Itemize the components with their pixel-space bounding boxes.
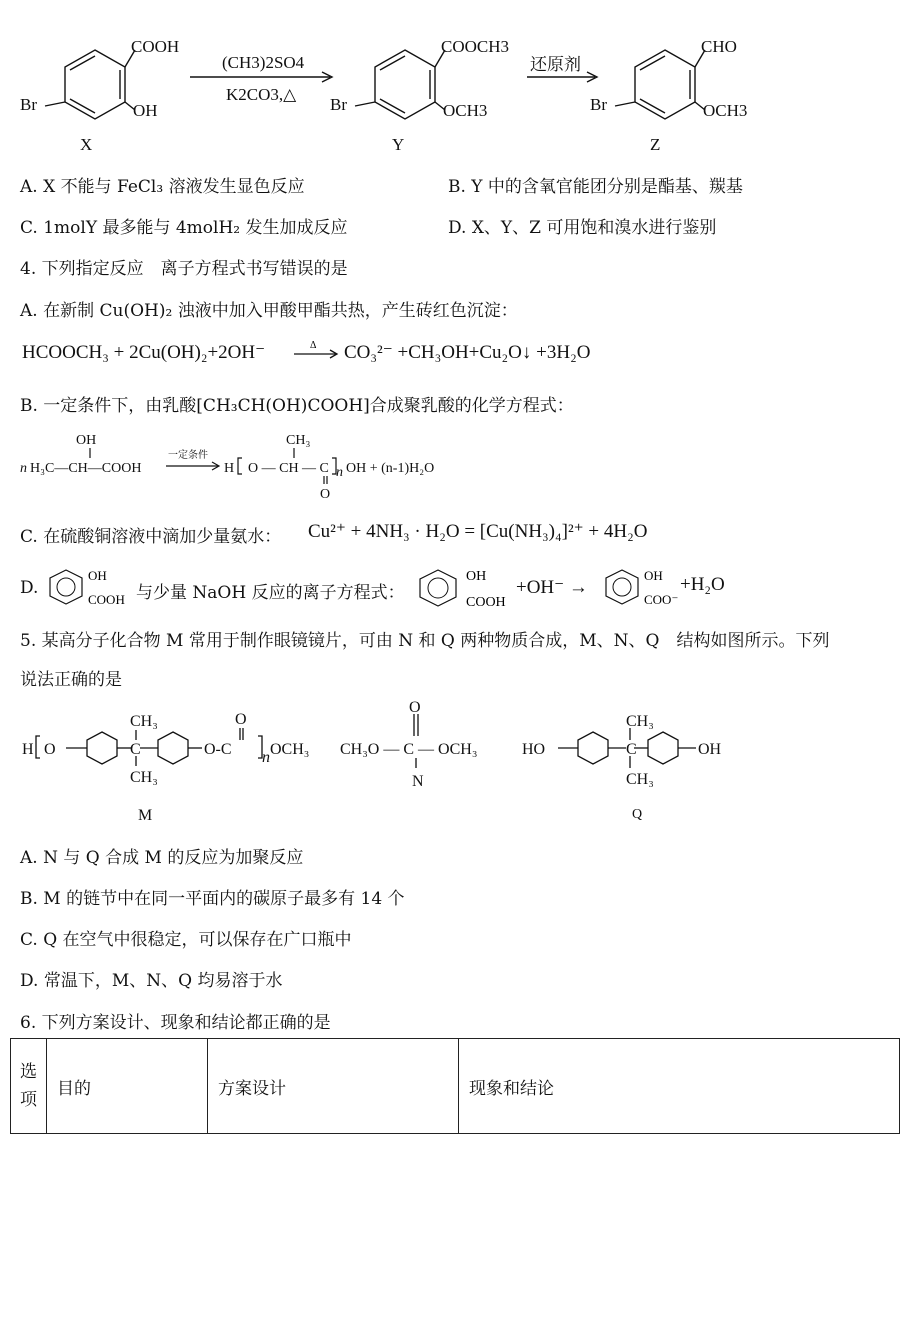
q4-b-equation [20, 428, 480, 504]
reaction-scheme [0, 20, 900, 160]
svg-text:CH₃: CH₃ [130, 769, 158, 786]
q4-d-tail: +H₂O [680, 574, 725, 595]
q4-a-arrow [292, 338, 340, 364]
q3-option-d: D. X、Y、Z 可用饱和溴水进行鉴别 [448, 218, 717, 238]
z-label: Z [650, 135, 661, 154]
q6-table [10, 1038, 900, 1134]
svg-text:H₃C—CH—COOH: H₃C—CH—COOH [30, 461, 142, 476]
svg-text:O — CH — C: O — CH — C [248, 461, 329, 476]
svg-text:OH: OH [88, 568, 107, 583]
col-result: 现象和结论 [459, 1039, 900, 1134]
q3-option-a: A. X 不能与 FeCl₃ 溶液发生显色反应 [20, 177, 305, 197]
x-oh: OH [133, 101, 158, 120]
q4-c-equation: Cu²⁺ + 4NH₃ · H₂O = [Cu(NH₃)₄]²⁺ + 4H₂O [308, 521, 648, 542]
svg-text:OH: OH [698, 741, 722, 758]
svg-text:OH: OH [466, 569, 487, 584]
n-label: N [412, 773, 424, 790]
q5-option-b: B. M 的链节中在同一平面内的碳原子最多有 14 个 [20, 889, 405, 909]
q5-stem-2: 说法正确的是 [20, 670, 122, 690]
q5-option-c: C. Q 在空气中很稳定，可以保存在广口瓶中 [20, 930, 352, 950]
table-header-row [11, 1039, 900, 1134]
q-label: Q [632, 807, 643, 822]
svg-text:C: C [130, 741, 141, 758]
q4-c-text: C. 在硫酸铜溶液中滴加少量氨水： [20, 527, 282, 547]
svg-text:H: H [224, 461, 235, 476]
svg-text:H: H [22, 741, 34, 758]
x-cooh: COOH [131, 37, 180, 56]
q4-b-text: B. 一定条件下，由乳酸[CH₃CH(OH)COOH]合成聚乳酸的化学方程式： [20, 396, 574, 416]
svg-text:OH: OH [76, 433, 97, 448]
y-och3: OCH3 [443, 101, 488, 120]
svg-text:O: O [409, 700, 421, 716]
svg-text:OH: OH [644, 568, 663, 583]
arrow1-reagent: (CH3)2SO4 [222, 53, 305, 72]
svg-text:C: C [626, 741, 637, 758]
col-design: 方案设计 [208, 1039, 459, 1134]
y-cooch3: COOCH3 [441, 37, 510, 56]
q5-structures [0, 700, 900, 830]
col-option [11, 1039, 47, 1134]
svg-text:O: O [235, 711, 247, 728]
q6-stem: 6. 下列方案设计、现象和结论都正确的是 [20, 1013, 331, 1033]
z-br: Br [590, 95, 607, 114]
svg-text:COOH: COOH [88, 592, 125, 607]
salicylic-acid-structure-2 [412, 566, 522, 610]
q3-option-b: B. Y 中的含氧官能团分别是酯基、羰基 [448, 177, 743, 197]
q4-stem: 4. 下列指定反应 离子方程式书写错误的是 [20, 259, 348, 279]
arrow1-condition: K2CO3,△ [226, 85, 297, 104]
svg-text:OCH₃: OCH₃ [270, 741, 310, 758]
svg-text:CH₃: CH₃ [286, 433, 311, 448]
q5-option-a: A. N 与 Q 合成 M 的反应为加聚反应 [20, 848, 304, 868]
m-label: M [138, 807, 153, 824]
x-label: X [80, 135, 93, 154]
svg-text:COO⁻: COO⁻ [644, 592, 679, 607]
svg-text:O: O [320, 487, 331, 502]
svg-text:CH₃: CH₃ [626, 713, 654, 730]
svg-text:CH₃: CH₃ [130, 713, 158, 730]
z-cho: CHO [701, 37, 737, 56]
arrow2-reagent: 还原剂 [530, 55, 581, 74]
salicylic-acid-structure [44, 566, 136, 610]
svg-text:O: O [44, 741, 56, 758]
q4-d-plus: +OH⁻ → [516, 577, 588, 598]
q4-d-prefix: D. [20, 578, 39, 598]
svg-text:n: n [262, 749, 270, 766]
z-och3: OCH3 [703, 101, 748, 120]
svg-text:COOH: COOH [466, 595, 506, 610]
svg-text:CH₃O — C — OCH₃: CH₃O — C — OCH₃ [340, 741, 478, 758]
q5-stem-1: 5. 某高分子化合物 M 常用于制作眼镜镜片，可由 N 和 Q 两种物质合成，M、N、Q 结构如图所示。下列 [20, 631, 830, 651]
q4-b-condition: 一定条件 [168, 450, 208, 461]
q4-a-lhs: HCOOCH₃ + 2Cu(OH)₂+2OH⁻ [22, 342, 266, 363]
svg-text:OH + (n-1)H₂O: OH + (n-1)H₂O [346, 461, 435, 476]
svg-text:HO: HO [522, 741, 546, 758]
svg-text:n: n [20, 461, 27, 476]
svg-text:CH₃: CH₃ [626, 771, 654, 788]
salicylate-structure [600, 566, 682, 610]
q4-a-rhs: CO₃²⁻ +CH₃OH+Cu₂O↓ +3H₂O [344, 342, 591, 363]
y-br: Br [330, 95, 347, 114]
y-label: Y [392, 135, 405, 154]
q3-option-c: C. 1molY 最多能与 4molH₂ 发生加成反应 [20, 218, 348, 238]
col-purpose: 目的 [47, 1039, 208, 1134]
col-option-line1: 选 [20, 1062, 37, 1082]
svg-text:n: n [336, 465, 343, 480]
svg-text:O-C: O-C [204, 741, 232, 758]
q5-option-d: D. 常温下，M、N、Q 均易溶于水 [20, 971, 283, 991]
q4-a-text: A. 在新制 Cu(OH)₂ 浊液中加入甲酸甲酯共热，产生砖红色沉淀： [20, 301, 518, 321]
q4-d-mid: 与少量 NaOH 反应的离子方程式： [136, 583, 405, 603]
x-br: Br [20, 95, 37, 114]
q4-a-condition: Δ [310, 340, 317, 351]
col-option-line2: 项 [20, 1090, 37, 1110]
